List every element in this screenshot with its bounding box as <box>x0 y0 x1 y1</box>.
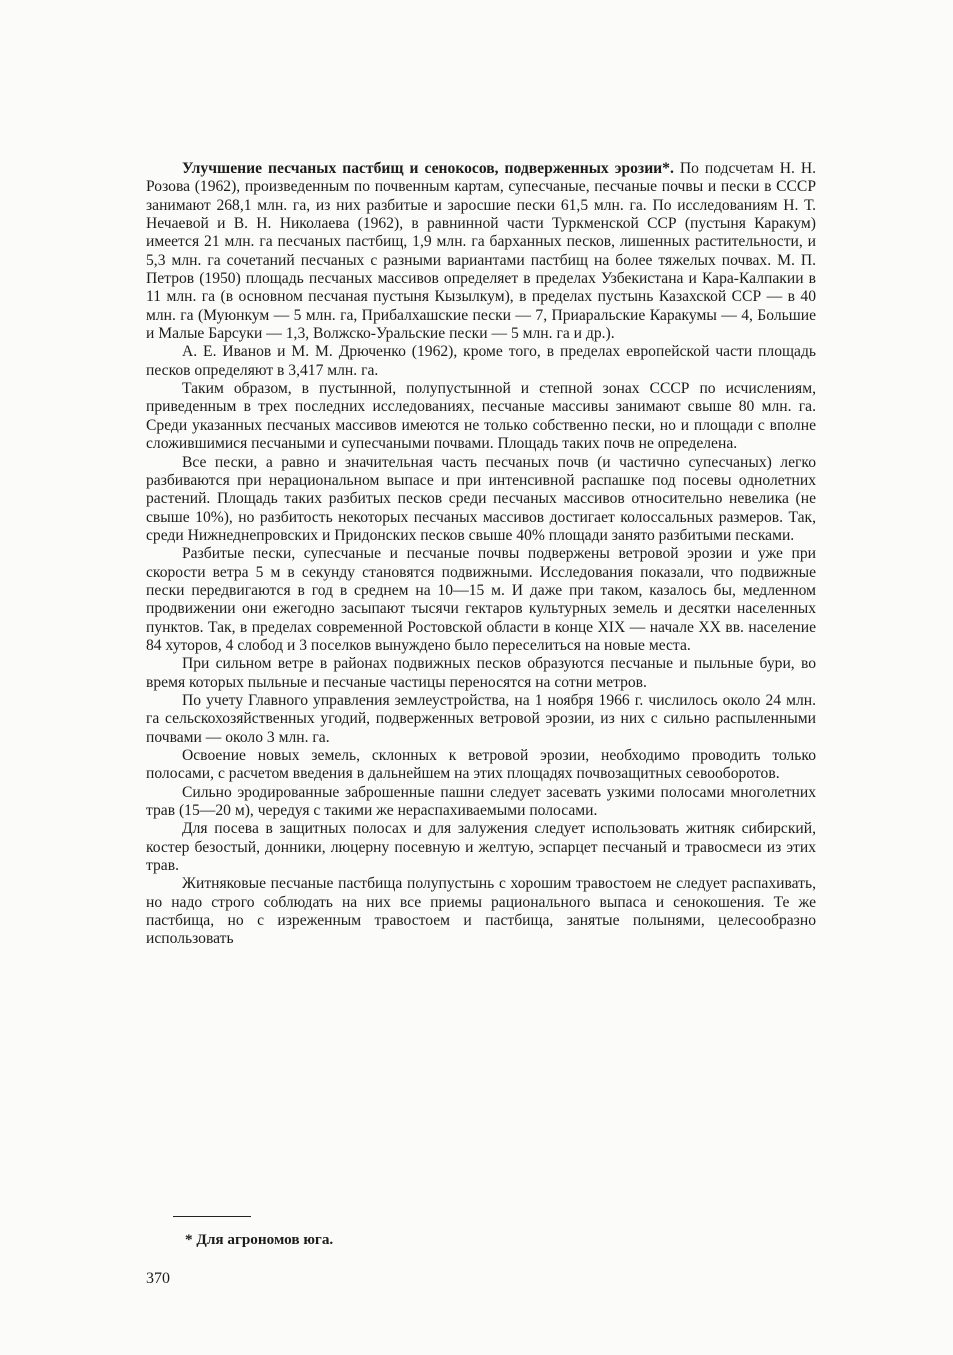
paragraph-6: При сильном ветре в районах подвижных песков образуются песчаные и пыльные бури, во время которых пыльные и песчаные частицы переносятся на сотни метров. <box>146 655 816 691</box>
footnote: * Для агрономов юга. <box>185 1231 334 1248</box>
paragraph-2: А. Е. Иванов и М. М. Дрюченко (1962), кроме того, в пределах европейской части площадь песков определяют в 3,417 млн. га. <box>146 343 816 379</box>
section-title: Улучшение песчаных пастбищ и сенокосов, подверженных эрозии*. <box>182 160 674 177</box>
paragraph-4: Все пески, а равно и значительная часть песчаных почв (и частично супесчаных) легко разбиваются при нерациональном выпасе и при интенсивной распашке под посевы однолетних растений. Площадь таких разбитых песков среди песчаных массивов относительно невелика (не свыше 10%), но разбитость некоторых песчаных массивов достигает колоссальных размеров. Так, среди Нижнеднепровских и Придонских песков свыше 40% площади занято разбитыми песками. <box>146 453 816 544</box>
paragraph-9: Сильно эродированные заброшенные пашни следует засевать узкими полосами многолетних трав (15—20 м), чередуя с такими же нераспахиваемыми полосами. <box>146 783 816 820</box>
paragraph-7: По учету Главного управления землеустройства, на 1 ноября 1966 г. числилось около 24 млн. га сельскохозяйственных угодий, подверженных ветровой эрозии, из них с сильно распыленными почвами — около 3 млн. га. <box>146 691 816 746</box>
paragraph-8: Освоение новых земель, склонных к ветровой эрозии, необходимо проводить только полосами, с расчетом введения в дальнейшем на этих площадях почвозащитных севооборотов. <box>146 747 816 783</box>
paragraph-5: Разбитые пески, супесчаные и песчаные почвы подвержены ветровой эрозии и уже при скорости ветра 5 м в секунду становятся подвижными. Исследования показали, что подвижные пески передвигаются в год в среднем на 10—15 м. И даже при таком, казалось бы, медленном продвижении они ежегодно засыпают тысячи гектаров культурных земель и десятки населенных пунктов. Так, в пределах современной Ростовской области в конце XIX — начале XX вв. население 84 хуторов, 4 слобод и 3 поселков вынуждено было переселиться на новые места. <box>146 545 816 654</box>
paragraph-3: Таким образом, в пустынной, полупустынной и степной зонах СССР по исчислениям, приведенным в трех последних исследованиях, песчаные массивы занимают свыше 80 млн. га. Среди указанных песчаных массивов имеются не только собственно пески, но и площади с вполне сложившимися песчаными и супесчаными почвами. Площадь таких почв не определена. <box>146 380 816 453</box>
paragraph-text: По подсчетам Н. Н. Розова (1962), произведенным по почвенным картам, супесчаные, песчаные почвы и пески в СССР занимают 268,1 млн. га, из них разбитые и заросшие пески 61,5 млн. га. По исследованиям Н. Т. Нечаевой и В. Н. Николаева (1962), в равнинной части Туркменской ССР (пустыня Каракум) имеется 21 млн. га песчаных пастбищ, 1,9 млн. га барханных песков, лишенных растительности, и 5,3 млн. га сочетаний песчаных с разными вариантами пастбищ на более тяжелых почвах. М. П. Петров (1950) площадь песчаных массивов определяет в пределах Узбекистана и Кара-Калпакии в 11 млн. га (в основном песчаная пустыня Кызылкум), в пределах пустынь Казахской ССР — в 40 млн. га (Муюнкум — 5 млн. га, Прибалхашские пески — 7, Приаральские Каракумы — 4, Большие и Малые Барсуки — 1,3, Волжско-Уральские пески — 5 млн. га и др.). <box>146 160 817 343</box>
paragraph-11: Житняковые песчаные пастбища полупустынь с хорошим травостоем не следует распахивать, но надо строго соблюдать на них все приемы рационального выпаса и сенокошения. Те же пастбища, но с изреженным травостоем и пастбища, занятые полынями, целесообразно использовать <box>146 875 816 948</box>
paragraph-10: Для посева в защитных полосах и для залужения следует использовать житняк сибирский, костер безостый, донники, люцерну посевную и желтую, эспарцет песчаный и травосмеси из этих трав. <box>146 820 816 875</box>
page-body <box>146 160 816 949</box>
paragraph-1 <box>146 160 816 343</box>
footnote-divider <box>173 1216 251 1217</box>
page-number: 370 <box>146 1270 170 1287</box>
